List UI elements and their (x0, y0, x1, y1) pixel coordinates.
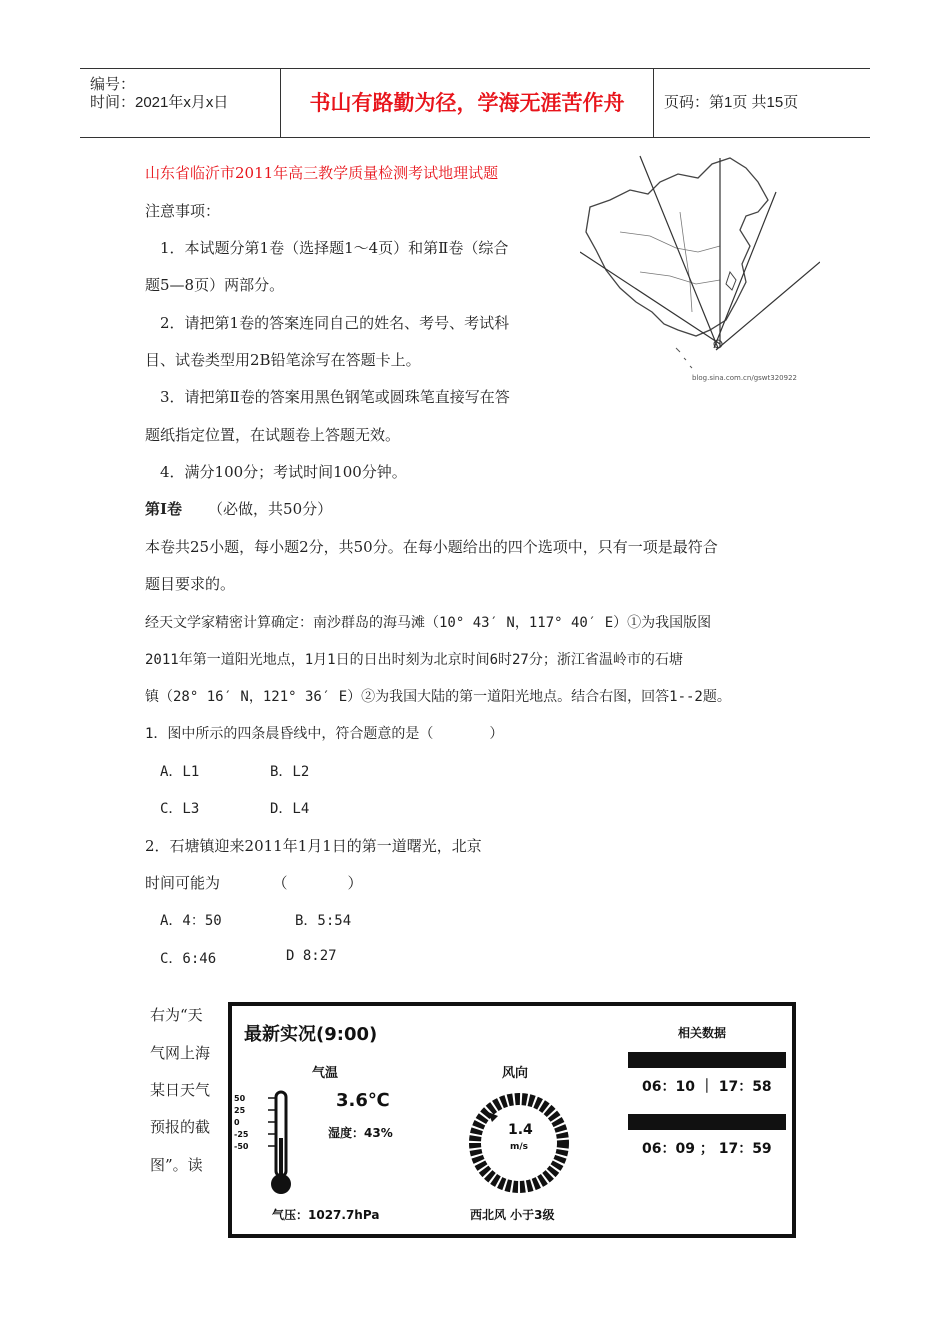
notice-4: 4．满分100分；考试时间100分钟。 (160, 463, 407, 481)
q1-option-c: C．L3 (160, 801, 200, 817)
q2-option-a: A．4：50 (160, 913, 222, 929)
notice-1a: 1．本试题分第1卷（选择题1～4页）和第Ⅱ卷（综合 (160, 239, 509, 257)
temperature-value: 3.6℃ (336, 1090, 390, 1111)
question-2-line-1: 2．石塘镇迎来2011年1月1日的第一道曙光，北京 (145, 837, 482, 855)
q2-option-b: B．5:54 (295, 913, 352, 929)
scale-tick-50: 50 (234, 1094, 246, 1103)
question-1: 1．图中所示的四条晨昏线中，符合题意的是（ ） (145, 726, 504, 742)
china-map-figure (580, 152, 820, 384)
wind-label: 风向 (502, 1066, 529, 1081)
scale-tick-minus25: -25 (234, 1130, 249, 1139)
notice-3b: 题纸指定位置，在试题卷上答题无效。 (145, 426, 401, 444)
section-desc-a: 本卷共25小题，每小题2分，共50分。在每小题给出的四个选项中，只有一项是最符合 (145, 538, 718, 556)
wind-unit: m/s (510, 1142, 529, 1152)
q2-option-c: C．6:46 (160, 951, 217, 967)
redacted-date-bar-1 (628, 1052, 786, 1068)
section-note: （必做，共50分） (208, 500, 333, 518)
pressure-value: 气压：1027.7hPa (272, 1208, 380, 1222)
redacted-date-bar-2 (628, 1114, 786, 1130)
notice-1b: 题5—8页）两部分。 (145, 276, 285, 294)
weather-title: 最新实况(9:00) (244, 1024, 378, 1045)
q1-option-d: D．L4 (270, 801, 310, 817)
related-data-label: 相关数据 (678, 1026, 727, 1040)
temperature-label: 气温 (312, 1066, 339, 1081)
question-2-line-2: 时间可能为 （ ） (145, 874, 363, 892)
notice-2b: 目、试卷类型用2B铅笔涂写在答题卡上。 (145, 351, 421, 369)
scale-tick-minus50: -50 (234, 1142, 249, 1151)
document-title: 山东省临沂市2011年高三教学质量检测考试地理试题 (145, 164, 499, 182)
date-label: 时间：2021年x月x日 (90, 94, 229, 111)
weather-intro-3: 某日天气 (150, 1081, 211, 1099)
q1-option-a: A．L1 (160, 764, 200, 780)
header-meta-cell (80, 69, 281, 137)
serial-label: 编号： (90, 76, 136, 93)
passage-line-3: 镇（28° 16′ N，121° 36′ E）②为我国大陆的第一道阳光地点。结合右图，回答1--2题。 (145, 689, 731, 705)
q1-option-b: B．L2 (270, 764, 310, 780)
notice-heading: 注意事项： (145, 202, 221, 220)
page-header (80, 68, 870, 138)
scale-tick-25: 25 (234, 1106, 246, 1115)
map-caption: blog.sina.com.cn/gswt320922 (692, 374, 797, 382)
notice-2a: 2．请把第1卷的答案连同自己的姓名、考号、考试科 (160, 314, 510, 332)
header-motto: 书山有路勤为径，学海无涯苦作舟 (281, 69, 654, 137)
humidity-value: 湿度：43% (328, 1126, 393, 1140)
weather-intro-5: 图”。读 (150, 1156, 203, 1174)
weather-screenshot (228, 1002, 796, 1238)
page-info: 页码：第1页 共15页 (664, 94, 799, 111)
scale-tick-0: 0 (234, 1118, 240, 1127)
sun-times-row-1: 06：10 ｜ 17：58 (642, 1079, 772, 1095)
passage-line-2: 2011年第一道阳光地点，1月1日的日出时刻为北京时间6时27分；浙江省温岭市的石塘 (145, 652, 683, 668)
section-desc-b: 题目要求的。 (145, 575, 236, 593)
weather-intro-2: 气网上海 (150, 1044, 211, 1062)
passage-line-1: 经天文学家精密计算确定：南沙群岛的海马滩（10° 43′ N，117° 40′ E）①为我国版图 (145, 615, 712, 631)
section-title: 第Ⅰ卷 (145, 500, 183, 518)
thermometer-icon (254, 1088, 304, 1198)
section-heading (145, 498, 332, 519)
weather-intro-1: 右为“天 (150, 1006, 203, 1024)
weather-intro-4: 预报的截 (150, 1118, 211, 1136)
wind-speed: 1.4 (508, 1122, 533, 1138)
q2-option-d: D 8:27 (286, 948, 337, 964)
sun-times-row-2: 06：09 ； 17：59 (642, 1141, 772, 1157)
notice-3a: 3．请把第Ⅱ卷的答案用黑色钢笔或圆珠笔直接写在答 (160, 388, 510, 406)
wind-description: 西北风 小于3级 (470, 1208, 555, 1222)
